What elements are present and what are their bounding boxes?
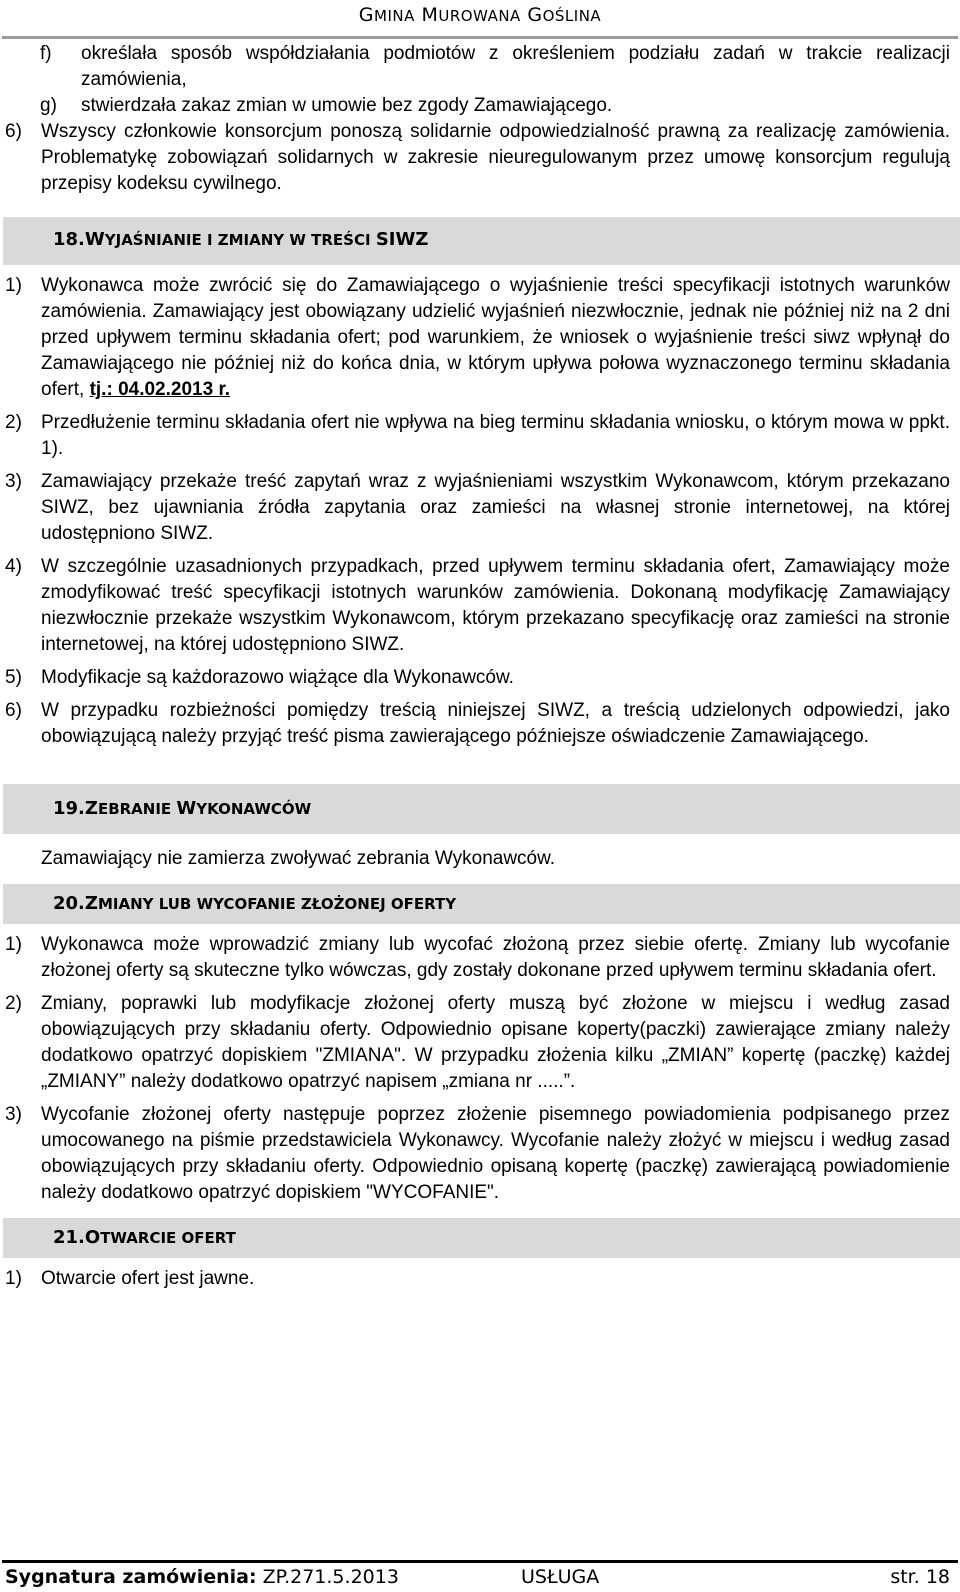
- header-rule: [2, 36, 958, 39]
- section-heading-21: 21.OTWARCIE OFERT: [3, 1218, 960, 1258]
- order-type: USŁUGA: [521, 1566, 600, 1588]
- section-heading-20: 20.ZMIANY LUB WYCOFANIE ZŁOŻONEJ OFERTY: [3, 884, 960, 924]
- list-item-18-6: 6) W przypadku rozbieżności pomiędzy treścią niniejszej SIWZ, a treścią udzielonych odpowiedzi, jako obowiązującą należy przyjąć treść pisma zawierającego późniejsze oświadczenie Zamawiającego.: [5, 700, 950, 747]
- list-item-18-3: 3) Zamawiający przekaże treść zapytań wraz z wyjaśnieniami wszystkim Wykonawcom, którym przekazano SIWZ, bez ujawniania źródła zapytania oraz zamieści na własnej stronie internetowej, na której udostępniono SIWZ.: [5, 471, 950, 544]
- header-word-2: MUROWANA: [421, 4, 521, 26]
- page-header: [0, 0, 960, 36]
- section-heading-18: 18.WYJAŚNIANIE I ZMIANY W TREŚCI SIWZ: [3, 217, 960, 265]
- document-body: [0, 40, 960, 1292]
- list-item-18-5: 5) Modyfikacje są każdorazowo wiążące dla Wykonawców.: [5, 667, 514, 688]
- list-item-20-2: 2) Zmiany, poprawki lub modyfikacje złożonej oferty muszą być złożone w miejscu i według zasad obowiązujących przy składaniu oferty. Odpowiednio opisane koperty(paczki) zawierające zmiany należy dodatkowo opatrzyć dopiskiem "ZMIANA". W przypadku złożenia kilku „ZMIAN” kopertę (paczkę) każdej „ZMIANY” należy dodatkowo opatrzyć napisem „zmiana nr .....”.: [5, 993, 950, 1092]
- list-item-6: 6) Wszyscy członkowie konsorcjum ponoszą solidarnie odpowiedzialność prawną za realizację zamówienia. Problematykę zobowiązań solidarnych w zakresie nieuregulowanym przez umowę konsorcjum regulują przepisy kodeksu cywilnego.: [5, 121, 950, 194]
- header-word-3: GOŚLINA: [527, 4, 602, 26]
- signature-value: ZP.271.5.2013: [262, 1566, 399, 1588]
- list-item-f: f) określała sposób współdziałania podmiotów z określeniem podziału zadań w trakcie realizacji zamówienia,: [40, 43, 950, 90]
- list-item-18-2: 2) Przedłużenie terminu składania ofert nie wpływa na bieg terminu składania wniosku, o którym mowa w ppkt. 1).: [5, 412, 950, 459]
- list-item-g: g) stwierdzała zakaz zmian w umowie bez zgody Zamawiającego.: [40, 95, 613, 116]
- list-item-18-4: 4) W szczególnie uzasadnionych przypadkach, przed upływem terminu składania ofert, Zamawiający może zmodyfikować treść specyfikacji istotnych warunków zamówienia. Dokonaną modyfikację Zamawiający niezwłocznie przekaże wszystkim Wykonawcom, którym przekazano specyfikację oraz zamieści na stronie internetowej, na której udostępniono SIWZ.: [5, 556, 950, 655]
- list-item-20-1: 1) Wykonawca może wprowadzić zmiany lub wycofać złożoną przez siebie ofertę. Zmiany lub wycofanie złożonej oferty są skuteczne tylko wówczas, gdy zostały dokonane przed upływem terminu składania ofert.: [5, 934, 950, 981]
- signature-label: Sygnatura zamówienia:: [5, 1566, 257, 1588]
- page-footer: [5, 1563, 950, 1591]
- header-word-1: GMINA: [358, 4, 415, 26]
- page-number: str. 18: [890, 1566, 950, 1588]
- list-item-20-3: 3) Wycofanie złożonej oferty następuje poprzez złożenie pisemnego powiadomienia podpisanego przez umocowanego na piśmie przedstawiciela Wykonawcy. Wycofanie należy złożyć w miejscu i według zasad obowiązujących przy składaniu oferty. Odpowiednio opisaną kopertę (paczkę) zawierającą powiadomienie należy dodatkowo opatrzyć dopiskiem "WYCOFANIE".: [5, 1104, 950, 1203]
- section-19-text: Zamawiający nie zamierza zwoływać zebrania Wykonawców.: [41, 848, 556, 869]
- list-item-18-1: 1) Wykonawca może zwrócić się do Zamawiającego o wyjaśnienie treści specyfikacji istotnych warunków zamówienia. Zamawiający jest obowiązany udzielić wyjaśnień niezwłocznie, jednak nie później niż na 2 dni przed upływem terminu składania ofert; pod warunkiem, że wniosek o wyjaśnienie treści siwz wpłynął do Zamawiającego nie później niż do końca dnia, w którym upływa połowa wyznaczonego terminu składania ofert, tj.: 04.02.2013 r.: [5, 275, 950, 400]
- list-item-21-1: 1) Otwarcie ofert jest jawne.: [5, 1268, 255, 1289]
- section-heading-19: 19.ZEBRANIE WYKONAWCÓW: [3, 784, 960, 834]
